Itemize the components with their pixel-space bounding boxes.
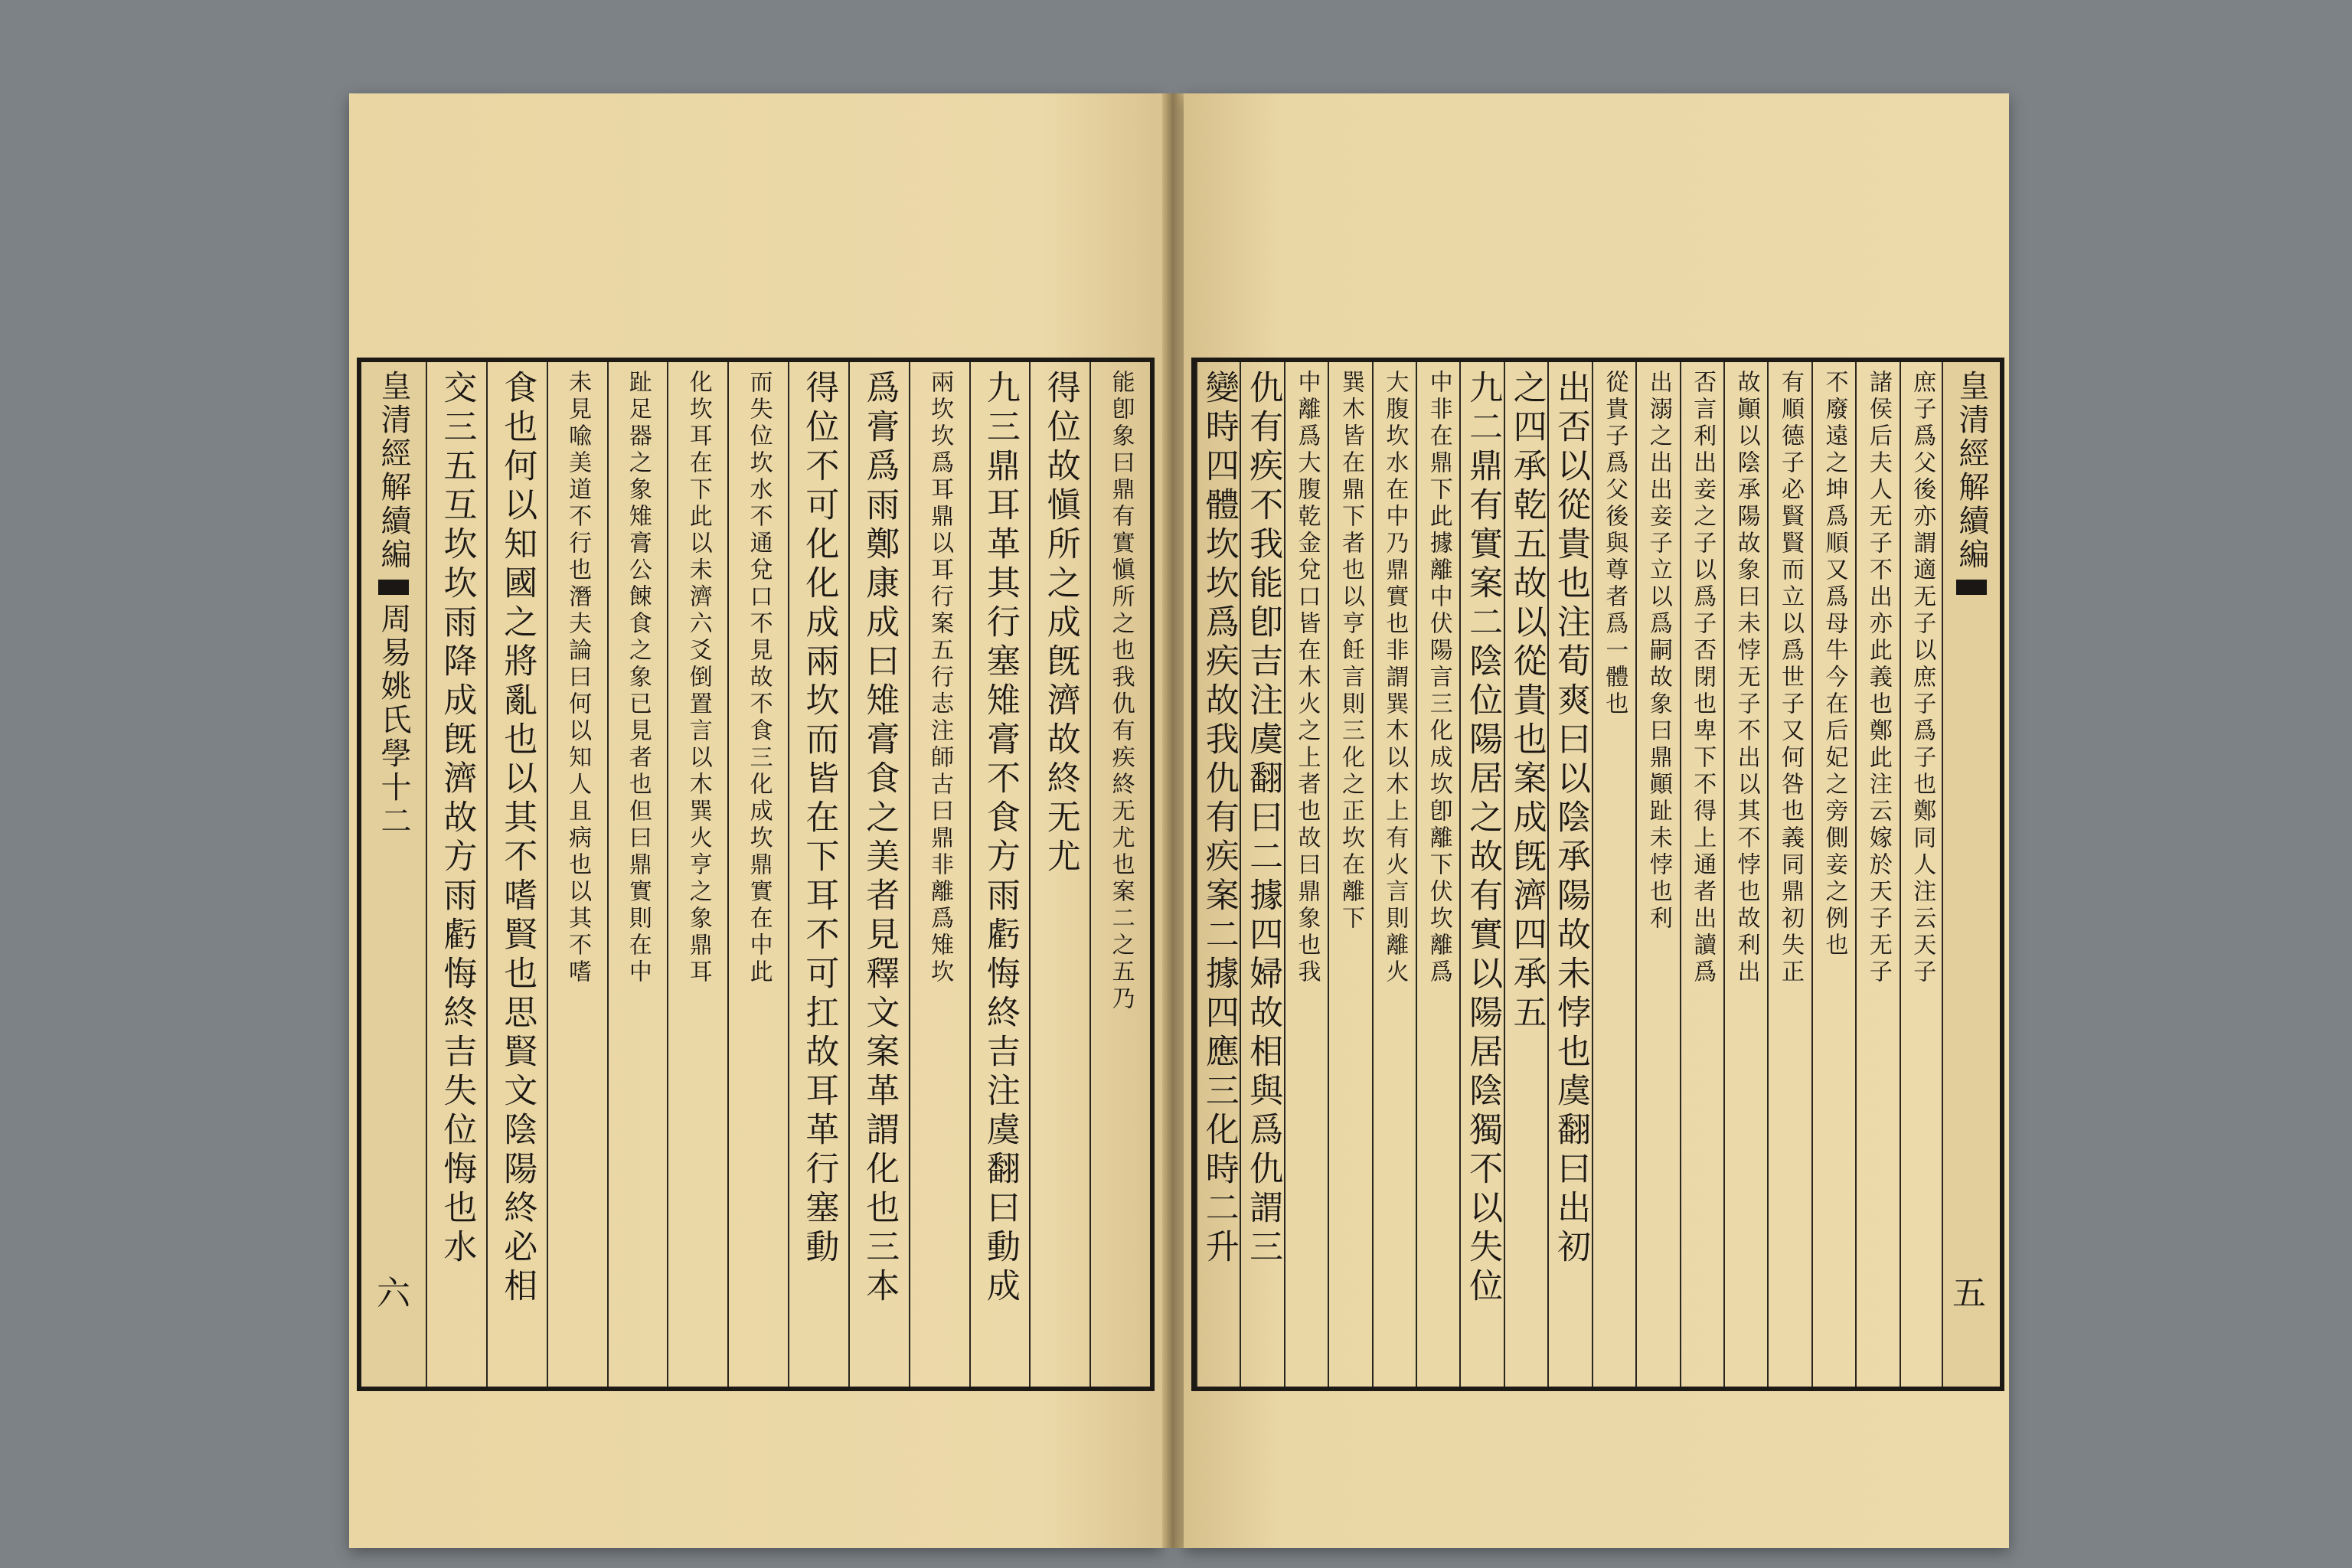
text-column [547, 362, 607, 1387]
column-text: 化坎耳在下此以未濟六爻倒置言以木巽火亨之象鼎耳 [684, 370, 712, 986]
text-column [667, 362, 727, 1387]
column-text: 有順德子必賢賢而立以爲世子又何咎也義同鼎初失正 [1777, 370, 1805, 986]
column-text: 九三鼎耳革其行塞雉膏不食方雨虧悔終吉注虞翻曰動成 [980, 370, 1020, 1307]
text-column [848, 362, 909, 1387]
column-text: 得位不可化化成兩坎而皆在下耳不可扛故耳革行塞動 [799, 370, 839, 1268]
text-column [1811, 362, 1855, 1387]
left-margin-subtitle: 周易姚氏學十二 [376, 603, 411, 838]
column-text: 庶子爲父後亦謂適无子以庶子爲子也鄭同人注云天子 [1909, 370, 1936, 986]
column-text: 變時四體坎坎爲疾故我仇有疾案二據四應三化時二升 [1199, 370, 1239, 1268]
text-column [1680, 362, 1723, 1387]
column-text: 未見喩美道不行也潛夫論曰何以知人且病也以其不嗜 [564, 370, 592, 986]
column-text: 故顚以陰承陽故象曰未悖无子不出以其不悖也故利出 [1733, 370, 1760, 986]
text-column [426, 362, 486, 1387]
column-text: 爲膏爲雨鄭康成曰雉膏食之美者見釋文案革謂化也三本 [860, 370, 900, 1307]
right-folio-number: 五 [1952, 1274, 1986, 1313]
text-column [1029, 362, 1089, 1387]
column-text: 而失位坎水不通兌口不見故不食三化成坎鼎實在中此 [745, 370, 773, 986]
text-column [727, 362, 788, 1387]
text-column [1504, 362, 1547, 1387]
left-margin-column [361, 362, 426, 1387]
text-column [1328, 362, 1371, 1387]
column-text: 中離爲大腹乾金兌口皆在木火之上者也故曰鼎象也我 [1293, 370, 1321, 986]
column-text: 能卽象曰鼎有實愼所之也我仇有疾終无尤也案二之五乃 [1107, 370, 1135, 1013]
left-folio-number: 六 [377, 1274, 410, 1313]
column-text: 大腹坎水在中乃鼎實也非謂巽木以木上有火言則離火 [1381, 370, 1409, 986]
text-column [1240, 362, 1283, 1387]
book-gutter [1162, 93, 1184, 1548]
right-text-frame [1191, 358, 2004, 1391]
text-column [788, 362, 848, 1387]
text-column [1900, 362, 1943, 1387]
text-column [607, 362, 668, 1387]
column-text: 得位故愼所之成旣濟故終无尤 [1040, 370, 1080, 877]
text-column [1459, 362, 1503, 1387]
left-text-frame [357, 358, 1155, 1391]
text-column [1547, 362, 1591, 1387]
column-text: 從貴子爲父後與尊者爲一體也 [1601, 370, 1628, 718]
text-column [1284, 362, 1328, 1387]
left-margin-title: 皇清經解續編 [376, 370, 411, 572]
column-text: 之四承乾五故以從貴也案成旣濟四承五 [1507, 370, 1547, 1034]
column-text: 兩坎坎爲耳鼎以耳行案五行志注師古曰鼎非離爲雉坎 [926, 370, 954, 986]
text-column [1416, 362, 1459, 1387]
text-column [1372, 362, 1416, 1387]
column-text: 交三五互坎坎雨降成旣濟故方雨虧悔終吉失位悔也水 [437, 370, 477, 1268]
text-column [969, 362, 1030, 1387]
text-column [1592, 362, 1635, 1387]
column-text: 出否以從貴也注荀爽曰以陰承陽故未悖也虞翻曰出初 [1550, 370, 1590, 1268]
fish-tail-mark [378, 580, 409, 595]
column-text: 巽木皆在鼎下者也以亨飪言則三化之正坎在離下 [1337, 370, 1364, 933]
column-text: 仇有疾不我能卽吉注虞翻曰二據四婦故相與爲仇謂三 [1243, 370, 1283, 1268]
text-column [1723, 362, 1767, 1387]
column-text: 諸侯后夫人无子不出亦此義也鄭此注云嫁於天子无子 [1864, 370, 1892, 986]
text-column [1767, 362, 1811, 1387]
text-column [1855, 362, 1899, 1387]
column-text: 中非在鼎下此據離中伏陽言三化成坎卽離下伏坎離爲 [1425, 370, 1452, 986]
text-column [1635, 362, 1679, 1387]
column-text: 趾足器之象雉膏公餗食之象已見者也但曰鼎實則在中 [624, 370, 652, 986]
column-text: 不廢遠之坤爲順又爲母牛今在后妃之旁側妾之例也 [1821, 370, 1848, 959]
column-text: 出溺之出出妾子立以爲嗣故象曰鼎顚趾未悖也利 [1645, 370, 1672, 933]
text-column [909, 362, 969, 1387]
right-margin-column [1942, 362, 2000, 1387]
column-text: 否言利出妾之子以爲子否閉也卑下不得上通者出讀爲 [1689, 370, 1717, 986]
right-margin-title: 皇清經解續編 [1954, 370, 1989, 572]
column-text: 食也何以知國之將亂也以其不嗜賢也思賢文陰陽終必相 [498, 370, 537, 1307]
text-column [1196, 362, 1240, 1387]
text-column [486, 362, 547, 1387]
column-text: 九二鼎有實案二陰位陽居之故有實以陽居陰獨不以失位 [1463, 370, 1503, 1307]
fish-tail-mark [1956, 580, 1987, 595]
text-column [1089, 362, 1150, 1387]
